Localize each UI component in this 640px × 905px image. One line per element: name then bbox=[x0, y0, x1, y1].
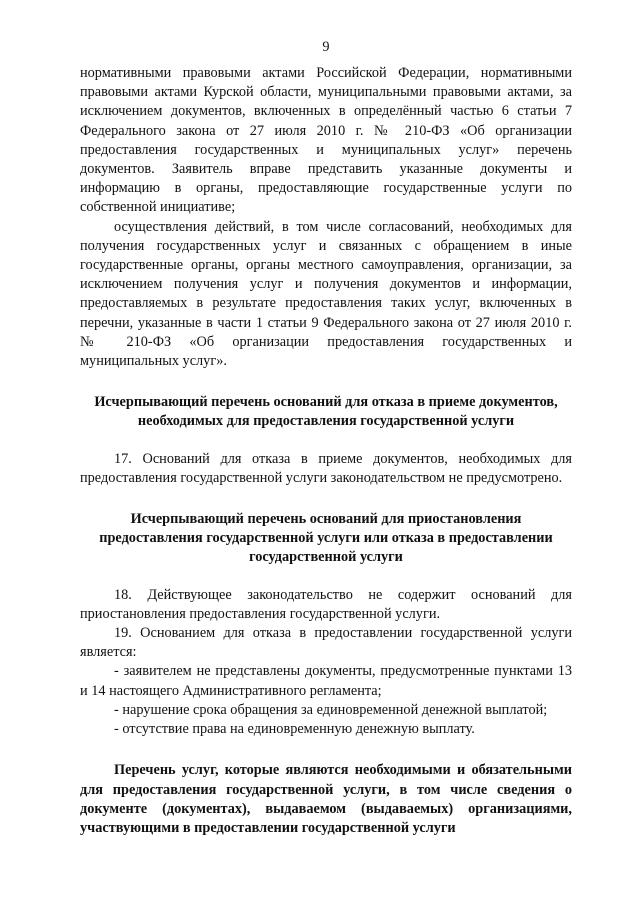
spacer bbox=[80, 371, 572, 393]
page-number: 9 bbox=[322, 39, 330, 55]
heading-refusal-acceptance: Исчерпывающий перечень оснований для отказа в приеме документов, необходимых для предоставления государственной услуги bbox=[94, 394, 558, 430]
spacer bbox=[80, 568, 572, 586]
document-page bbox=[80, 0, 572, 905]
paragraph-19: 19. Основанием для отказа в предоставлении государственной услуги является: bbox=[80, 625, 572, 661]
paragraph-actions: осуществления действий, в том числе согласований, необходимых для получения государственных услуг и связанных с обращением в иные государственные органы, органы местного самоуправления, организации, за исключением получения услуг и получения документов и информации, предоставляемых в результате предоставления таких услуг, включенных в перечни, указанные в части 1 статьи 9 Федерального закона от 27 июля 2010 г. № 210-ФЗ «Об организации предоставления государственных и муниципальных услуг». bbox=[80, 218, 572, 370]
heading-suspension: Исчерпывающий перечень оснований для приостановления предоставления государственной услуги или отказа в предоставлении государственной услуги bbox=[99, 511, 553, 566]
list-item-documents: - заявителем не представлены документы, предусмотренные пунктами 13 и 14 настоящего Административного регламента; bbox=[80, 663, 572, 699]
paragraph-continuation: нормативными правовыми актами Российской Федерации, нормативными правовыми актами Курской области, муниципальными правовыми актами, за исключением документов, включенных в определённый частью 6 статьи 7 Федерального закона от 27 июля 2010 г. № 210-ФЗ «Об организации предоставления государственных и муниципальных услуг» перечень документов. Заявитель вправе представить указанные документы и информацию в органы, предоставляющие государственные услуги по собственной инициативе; bbox=[80, 65, 572, 216]
paragraph-18: 18. Действующее законодательство не содержит оснований для приостановления предоставления государственной услуги. bbox=[80, 586, 572, 622]
paragraph-17: 17. Оснований для отказа в приеме документов, необходимых для предоставления государственной услуги законодательством не предусмотрено. bbox=[80, 450, 572, 486]
list-item-deadline: - нарушение срока обращения за единовременной денежной выплатой; bbox=[114, 701, 548, 718]
list-item-no-right: - отсутствие права на единовременную денежную выплату. bbox=[114, 721, 475, 738]
spacer bbox=[80, 488, 572, 510]
document-body bbox=[80, 64, 572, 838]
heading-services: Перечень услуг, которые являются необходимыми и обязательными для предоставления государственной услуги, в том числе сведения о документе (документах), выдаваемом (выдаваемых) организациями, участвующими в предоставлении государственной услуги bbox=[80, 762, 572, 836]
spacer bbox=[80, 739, 572, 761]
spacer bbox=[80, 432, 572, 450]
